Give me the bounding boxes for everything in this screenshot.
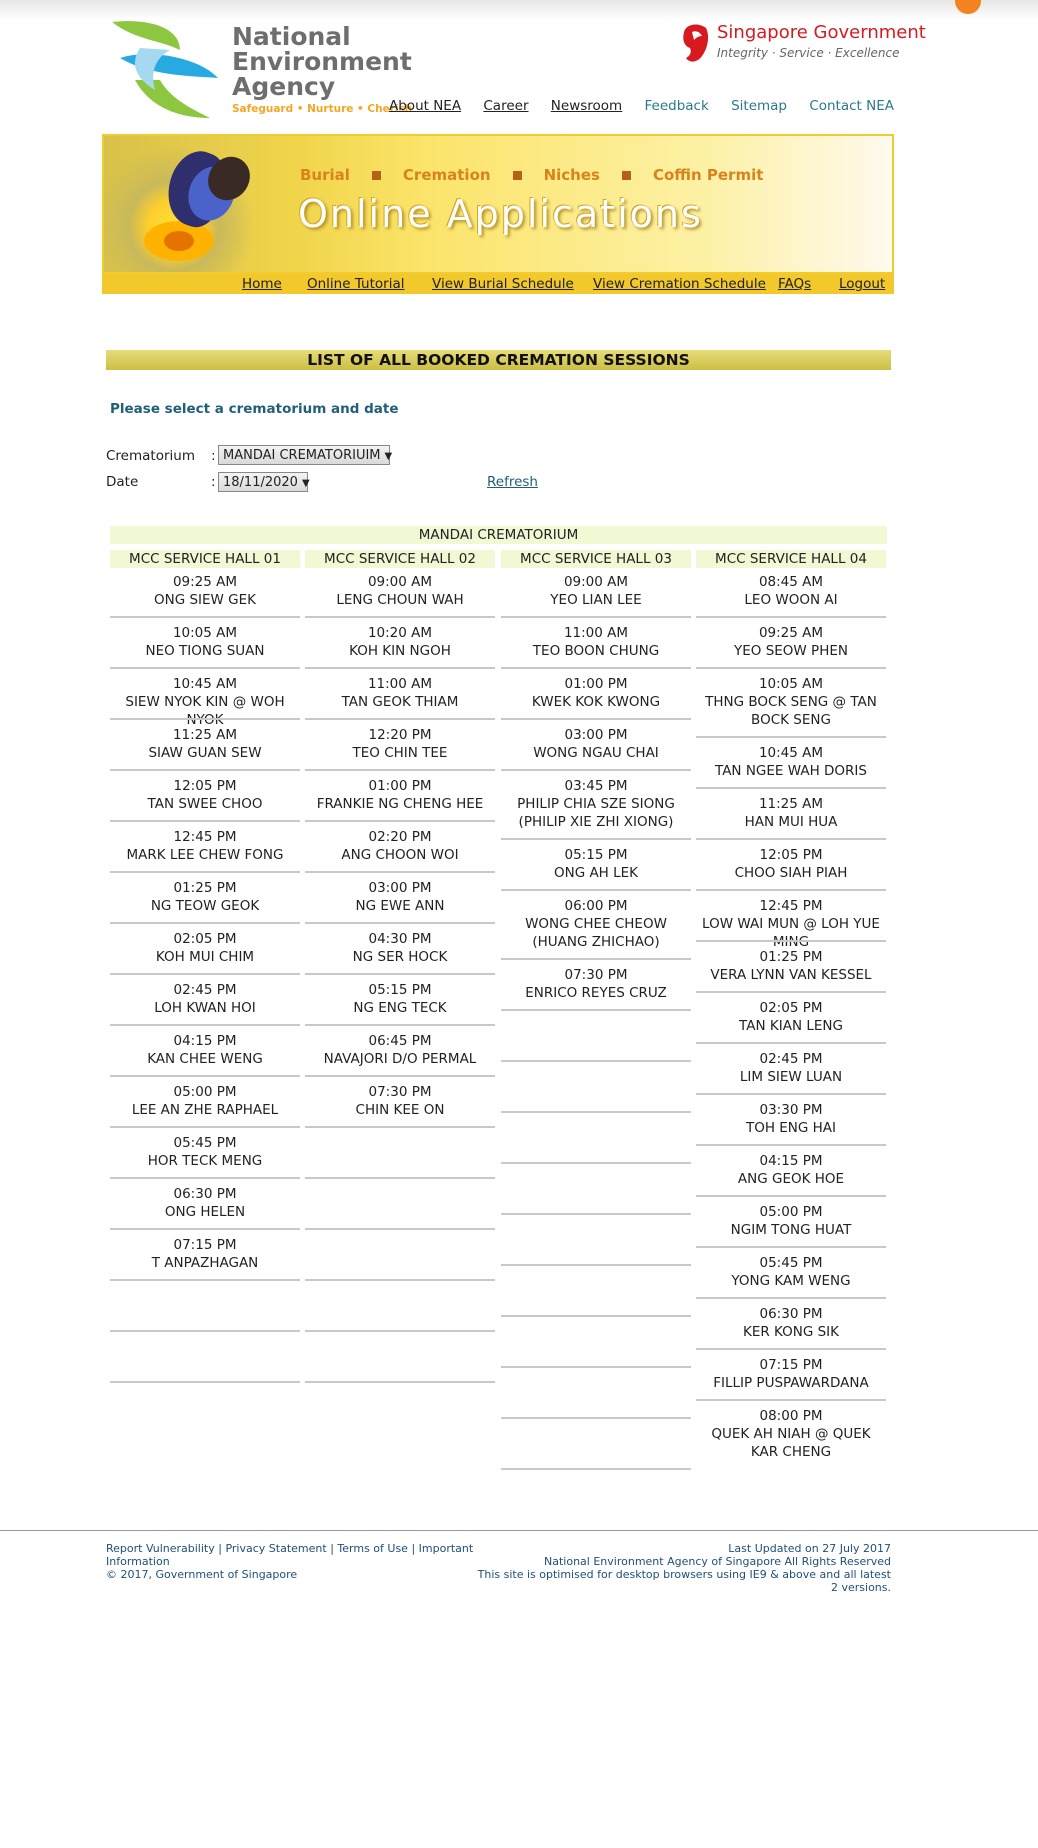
- session-deceased-name: THNG BOCK SENG @ TAN BOCK SENG: [705, 694, 877, 728]
- nav-view-cremation-schedule[interactable]: View Cremation Schedule: [593, 276, 766, 292]
- session-cell: [305, 624, 495, 675]
- hall-header: MCC SERVICE HALL 04: [696, 550, 886, 568]
- session-cell: [696, 1203, 886, 1254]
- session-cell: [110, 1287, 300, 1338]
- session-cell: [696, 624, 886, 675]
- row-divider: [696, 667, 886, 669]
- session-cell: [501, 1374, 691, 1425]
- session-cell: [305, 1083, 495, 1134]
- session-deceased-name: TAN GEOK THIAM: [341, 694, 459, 710]
- row-divider: [305, 1279, 495, 1281]
- agency-name: [232, 24, 412, 99]
- date-colon: :: [211, 474, 216, 490]
- session-time: 12:05 PM: [759, 847, 823, 863]
- row-divider: [501, 1213, 691, 1215]
- row-divider: [305, 871, 495, 873]
- session-time: 10:05 AM: [172, 625, 238, 641]
- page-title: LIST OF ALL BOOKED CREMATION SESSIONS: [106, 350, 891, 370]
- session-cell: [501, 897, 691, 966]
- session-deceased-name: LEO WOON AI: [744, 592, 838, 608]
- row-divider: [305, 1126, 495, 1128]
- banner-category-burial: Burial: [300, 166, 350, 184]
- row-divider: [696, 1246, 886, 1248]
- row-divider: [305, 922, 495, 924]
- session-cell: [305, 1236, 495, 1287]
- row-divider: [696, 1297, 886, 1299]
- session-time: 07:30 PM: [564, 967, 628, 983]
- link-newsroom[interactable]: Newsroom: [550, 98, 623, 114]
- session-deceased-name: MARK LEE CHEW FONG: [126, 847, 284, 863]
- session-deceased-name: LOH KWAN HOI: [154, 1000, 256, 1016]
- gov-title-part2: Government: [813, 22, 926, 43]
- row-divider: [110, 871, 300, 873]
- banner-category-cremation: Cremation: [402, 166, 491, 184]
- session-cell: [305, 879, 495, 930]
- session-deceased-name: ANG GEOK HOE: [737, 1171, 845, 1187]
- session-cell: [305, 573, 495, 624]
- session-time: 10:20 AM: [367, 625, 433, 641]
- top-links: [371, 98, 894, 114]
- row-divider: [696, 787, 886, 789]
- session-deceased-name: KER KONG SIK: [742, 1324, 840, 1340]
- session-cell: [501, 573, 691, 624]
- session-cell: [110, 1236, 300, 1287]
- session-cell: [696, 948, 886, 999]
- footer-last-updated: Last Updated on 27 July 2017: [728, 1542, 891, 1555]
- session-deceased-name: LENG CHOUN WAH: [336, 592, 464, 608]
- session-time: 01:00 PM: [564, 676, 628, 692]
- footer-right: [471, 1542, 891, 1594]
- session-time: 04:15 PM: [759, 1153, 823, 1169]
- session-cell: [696, 1254, 886, 1305]
- main-nav: [102, 274, 894, 294]
- footer-separator: |: [218, 1542, 222, 1555]
- session-cell: [110, 879, 300, 930]
- crematorium-selected-value: MANDAI CREMATORIUIM: [223, 448, 381, 463]
- session-time: 05:00 PM: [759, 1204, 823, 1220]
- session-time: 12:05 PM: [173, 778, 237, 794]
- row-divider: [501, 1315, 691, 1317]
- session-time: 08:00 PM: [759, 1408, 823, 1424]
- date-selected-value: 18/11/2020: [223, 475, 298, 490]
- row-divider: [110, 820, 300, 822]
- session-deceased-name: NGIM TONG HUAT: [730, 1222, 852, 1238]
- row-divider: [501, 838, 691, 840]
- session-cell: [305, 726, 495, 777]
- row-divider: [501, 769, 691, 771]
- session-deceased-name: WONG CHEE CHEOW (HUANG ZHICHAO): [525, 916, 667, 950]
- session-deceased-name: ONG AH LEK: [553, 865, 639, 881]
- session-deceased-name: ONG HELEN: [164, 1204, 246, 1220]
- session-deceased-name: ENRICO REYES CRUZ: [525, 985, 667, 1001]
- agency-name-line3: Agency: [232, 72, 336, 101]
- session-deceased-name: KAN CHEE WENG: [147, 1051, 263, 1067]
- session-cell: [501, 1068, 691, 1119]
- butterfly-icon: [104, 136, 294, 272]
- crematorium-label: Crematorium: [106, 448, 195, 464]
- footer-link-report-vulnerability[interactable]: Report Vulnerability: [106, 1542, 215, 1555]
- session-cell: [501, 624, 691, 675]
- row-divider: [305, 973, 495, 975]
- footer-rights: National Environment Agency of Singapore All Rights Reserved: [544, 1555, 891, 1568]
- online-applications-banner: [102, 134, 894, 274]
- row-divider: [501, 718, 691, 720]
- session-deceased-name: HAN MUI HUA: [744, 814, 838, 830]
- session-cell: [110, 828, 300, 879]
- agency-name-line1: National: [232, 22, 351, 51]
- agency-tagline: Safeguard • Nurture • Cherish: [232, 103, 413, 115]
- nea-logo-icon: [110, 18, 230, 123]
- link-about-nea[interactable]: About NEA: [389, 98, 462, 114]
- session-cell: [305, 1134, 495, 1185]
- session-deceased-name: FRANKIE NG CHENG HEE: [316, 796, 484, 812]
- session-time: 03:30 PM: [759, 1102, 823, 1118]
- nav-view-burial-schedule[interactable]: View Burial Schedule: [432, 276, 574, 292]
- footer-link-important-information[interactable]: Important Information: [106, 1542, 474, 1568]
- session-cell: [305, 1032, 495, 1083]
- banner-category-coffin-permit: Coffin Permit: [652, 166, 764, 184]
- session-time: 07:30 PM: [368, 1084, 432, 1100]
- banner-category-niches: Niches: [543, 166, 600, 184]
- session-time: 02:05 PM: [173, 931, 237, 947]
- nav-faqs[interactable]: FAQs: [778, 276, 812, 292]
- session-cell: [110, 1134, 300, 1185]
- session-deceased-name: FILLIP PUSPAWARDANA: [713, 1375, 869, 1391]
- row-divider: [501, 1468, 691, 1470]
- session-cell: [696, 573, 886, 624]
- session-cell: [110, 573, 300, 624]
- link-sitemap[interactable]: Sitemap: [731, 98, 788, 114]
- row-divider: [110, 769, 300, 771]
- session-time: 04:30 PM: [368, 931, 432, 947]
- crematorium-colon: :: [211, 448, 216, 464]
- session-deceased-name: YEO LIAN LEE: [550, 592, 642, 608]
- footer-separator: |: [411, 1542, 416, 1555]
- row-divider: [696, 1093, 886, 1095]
- session-cell: [110, 1185, 300, 1236]
- session-time: 09:00 AM: [367, 574, 433, 590]
- row-divider: [696, 1348, 886, 1350]
- session-cell: [305, 1338, 495, 1389]
- row-divider: [696, 1195, 886, 1197]
- refresh-link[interactable]: Refresh: [487, 474, 538, 490]
- session-cell: [696, 999, 886, 1050]
- row-divider: [305, 667, 495, 669]
- session-cell: [305, 981, 495, 1032]
- session-cell: [501, 966, 691, 1017]
- session-time: 11:25 AM: [172, 727, 238, 743]
- session-deceased-name: ANG CHOON WOI: [341, 847, 459, 863]
- row-divider: [696, 991, 886, 993]
- banner-categories: [300, 166, 763, 184]
- row-divider: [501, 889, 691, 891]
- session-time: 02:20 PM: [368, 829, 432, 845]
- nav-online-tutorial[interactable]: Online Tutorial: [307, 276, 405, 292]
- session-cell: [696, 846, 886, 897]
- session-cell: [110, 726, 300, 777]
- session-deceased-name: T ANPAZHAGAN: [151, 1255, 259, 1271]
- row-divider: [305, 1177, 495, 1179]
- session-deceased-name: NG TEOW GEOK: [150, 898, 260, 914]
- session-time: 03:45 PM: [564, 778, 628, 794]
- session-time: 06:30 PM: [759, 1306, 823, 1322]
- session-cell: [696, 795, 886, 846]
- session-time: 03:00 PM: [564, 727, 628, 743]
- session-time: 05:45 PM: [173, 1135, 237, 1151]
- row-divider: [501, 1417, 691, 1419]
- session-time: 11:25 AM: [758, 796, 824, 812]
- hall-header: MCC SERVICE HALL 02: [305, 550, 495, 568]
- session-cell: [501, 846, 691, 897]
- footer-left: [106, 1542, 486, 1581]
- row-divider: [110, 1330, 300, 1332]
- session-deceased-name: NEO TIONG SUAN: [145, 643, 265, 659]
- dropdown-arrow-icon: ▼: [301, 478, 310, 489]
- row-divider: [110, 616, 300, 618]
- row-divider: [501, 1366, 691, 1368]
- date-select[interactable]: [218, 472, 308, 492]
- session-time: 01:25 PM: [173, 880, 237, 896]
- session-cell: [110, 777, 300, 828]
- session-deceased-name: WONG NGAU CHAI: [533, 745, 659, 761]
- row-divider: [305, 769, 495, 771]
- session-cell: [501, 726, 691, 777]
- session-time: 12:20 PM: [368, 727, 432, 743]
- session-deceased-name: NAVAJORI D/O PERMAL: [323, 1051, 477, 1067]
- session-time: 08:45 AM: [758, 574, 824, 590]
- row-divider: [110, 1228, 300, 1230]
- row-divider: [110, 922, 300, 924]
- session-cell: [696, 1305, 886, 1356]
- session-deceased-name: TEO CHIN TEE: [352, 745, 448, 761]
- link-career[interactable]: Career: [483, 98, 529, 114]
- row-divider: [110, 1279, 300, 1281]
- session-deceased-name: VERA LYNN VAN KESSEL: [710, 967, 872, 983]
- footer-separator: |: [330, 1542, 334, 1555]
- session-deceased-name: TAN KIAN LENG: [739, 1018, 843, 1034]
- session-time: 10:05 AM: [758, 676, 824, 692]
- nav-logout[interactable]: Logout: [839, 276, 886, 292]
- crematorium-select[interactable]: [218, 445, 393, 465]
- session-cell: [501, 1017, 691, 1068]
- session-cell: [696, 1356, 886, 1407]
- row-divider: [110, 1024, 300, 1026]
- session-time: 07:15 PM: [173, 1237, 237, 1253]
- row-divider: [501, 616, 691, 618]
- session-deceased-name: NG ENG TECK: [353, 1000, 447, 1016]
- session-cell: [501, 675, 691, 726]
- session-cell: [110, 624, 300, 675]
- footer-optimised-note: This site is optimised for desktop browsers using IE9 & above and all latest 2 versions.: [477, 1568, 891, 1594]
- session-deceased-name: TAN NGEE WAH DORIS: [715, 763, 867, 779]
- session-cell: [110, 1338, 300, 1389]
- row-divider: [501, 1162, 691, 1164]
- session-cell: [501, 1221, 691, 1272]
- session-cell: [305, 930, 495, 981]
- row-divider: [305, 1024, 495, 1026]
- selection-prompt: Please select a crematorium and date: [110, 401, 399, 417]
- session-cell: [110, 675, 300, 726]
- session-time: 03:00 PM: [368, 880, 432, 896]
- session-cell: [110, 930, 300, 981]
- session-deceased-name: LIM SIEW LUAN: [739, 1069, 843, 1085]
- row-divider: [110, 718, 300, 720]
- row-divider: [305, 820, 495, 822]
- session-deceased-name: TAN SWEE CHOO: [147, 796, 263, 812]
- row-divider: [305, 718, 495, 720]
- session-time: 06:30 PM: [173, 1186, 237, 1202]
- session-cell: [305, 777, 495, 828]
- session-time: 04:15 PM: [173, 1033, 237, 1049]
- session-time: 02:45 PM: [759, 1051, 823, 1067]
- hall-header: MCC SERVICE HALL 01: [110, 550, 300, 568]
- footer-link-privacy-statement[interactable]: Privacy Statement: [225, 1542, 327, 1555]
- session-time: 09:00 AM: [563, 574, 629, 590]
- gov-title: [717, 22, 926, 43]
- session-deceased-name: LEE AN ZHE RAPHAEL: [131, 1102, 279, 1118]
- row-divider: [305, 1381, 495, 1383]
- session-time: 09:25 AM: [758, 625, 824, 641]
- row-divider: [696, 736, 886, 738]
- session-deceased-name: KOH MUI CHIM: [155, 949, 255, 965]
- row-divider: [110, 1381, 300, 1383]
- session-time: 01:00 PM: [368, 778, 432, 794]
- session-cell: [501, 1323, 691, 1374]
- session-cell: [501, 1272, 691, 1323]
- session-deceased-name: KOH KIN NGOH: [349, 643, 451, 659]
- session-cell: [305, 828, 495, 879]
- row-divider: [110, 667, 300, 669]
- row-divider: [110, 1126, 300, 1128]
- nea-logo[interactable]: [110, 18, 413, 123]
- session-deceased-name: NG EWE ANN: [355, 898, 445, 914]
- row-divider: [501, 667, 691, 669]
- session-deceased-name: TOH ENG HAI: [745, 1120, 837, 1136]
- session-time: 06:00 PM: [564, 898, 628, 914]
- session-time: 11:00 AM: [367, 676, 433, 692]
- session-cell: [305, 1287, 495, 1338]
- row-divider: [305, 616, 495, 618]
- session-time: 02:45 PM: [173, 982, 237, 998]
- link-feedback[interactable]: Feedback: [644, 98, 709, 114]
- hall-header: MCC SERVICE HALL 03: [501, 550, 691, 568]
- row-divider: [501, 1060, 691, 1062]
- session-cell: [110, 1083, 300, 1134]
- nav-home[interactable]: Home: [242, 276, 282, 292]
- row-divider: [110, 973, 300, 975]
- row-divider: [305, 1228, 495, 1230]
- session-cell: [501, 1119, 691, 1170]
- session-deceased-name: YONG KAM WENG: [731, 1273, 851, 1289]
- session-cell: [501, 1170, 691, 1221]
- row-divider: [501, 1111, 691, 1113]
- session-cell: [696, 744, 886, 795]
- session-time: 05:15 PM: [564, 847, 628, 863]
- session-time: 07:15 PM: [759, 1357, 823, 1373]
- row-divider: [305, 1075, 495, 1077]
- session-time: 06:45 PM: [368, 1033, 432, 1049]
- session-deceased-name: KWEK KOK KWONG: [531, 694, 661, 710]
- row-divider: [305, 1330, 495, 1332]
- session-deceased-name: PHILIP CHIA SZE SIONG (PHILIP XIE ZHI XIONG): [517, 796, 675, 830]
- footer-link-terms-of-use[interactable]: Terms of Use: [337, 1542, 408, 1555]
- row-divider: [696, 838, 886, 840]
- row-divider: [696, 1042, 886, 1044]
- session-cell: [696, 1101, 886, 1152]
- session-deceased-name: CHOO SIAH PIAH: [734, 865, 848, 881]
- session-deceased-name: NG SER HOCK: [352, 949, 448, 965]
- session-time: 10:45 AM: [172, 676, 238, 692]
- session-deceased-name: HOR TECK MENG: [147, 1153, 263, 1169]
- session-cell: [696, 1050, 886, 1101]
- session-time: 05:15 PM: [368, 982, 432, 998]
- row-divider: [696, 616, 886, 618]
- session-cell: [696, 1152, 886, 1203]
- session-cell: [110, 981, 300, 1032]
- session-time: 02:05 PM: [759, 1000, 823, 1016]
- session-time: 05:00 PM: [173, 1084, 237, 1100]
- session-time: 11:00 AM: [563, 625, 629, 641]
- session-time: 09:25 AM: [172, 574, 238, 590]
- footer-divider: [0, 1530, 1038, 1531]
- agency-name-line2: Environment: [232, 47, 412, 76]
- banner-title: Online Applications: [298, 192, 703, 236]
- session-deceased-name: TEO BOON CHUNG: [532, 643, 660, 659]
- session-cell: [305, 675, 495, 726]
- session-deceased-name: LOW WAI MUN @ LOH YUE MING: [702, 916, 880, 950]
- session-deceased-name: QUEK AH NIAH @ QUEK KAR CHENG: [711, 1426, 871, 1460]
- session-cell: [501, 777, 691, 846]
- session-deceased-name: SIAW GUAN SEW: [148, 745, 262, 761]
- session-cell: [696, 675, 886, 744]
- session-time: 01:25 PM: [759, 949, 823, 965]
- session-cell: [110, 1032, 300, 1083]
- row-divider: [501, 1264, 691, 1266]
- session-time: 12:45 PM: [759, 898, 823, 914]
- row-divider: [501, 1009, 691, 1011]
- session-time: 10:45 AM: [758, 745, 824, 761]
- gov-title-part1: Singapore: [717, 22, 808, 43]
- singapore-government-logo[interactable]: [680, 22, 926, 67]
- browser-top-fade: [0, 0, 1038, 20]
- session-cell: [696, 897, 886, 948]
- dropdown-arrow-icon: ▼: [384, 451, 393, 462]
- session-deceased-name: YEO SEOW PHEN: [734, 643, 848, 659]
- row-divider: [696, 1399, 886, 1401]
- gov-motto: Integrity · Service · Excellence: [717, 46, 900, 60]
- session-cell: [696, 1407, 886, 1476]
- date-label: Date: [106, 474, 139, 490]
- session-time: 12:45 PM: [173, 829, 237, 845]
- session-deceased-name: SIEW NYOK KIN @ WOH NYOK: [125, 694, 285, 728]
- session-time: 05:45 PM: [759, 1255, 823, 1271]
- row-divider: [696, 940, 886, 942]
- footer-copyright: © 2017, Government of Singapore: [106, 1568, 298, 1581]
- row-divider: [110, 1075, 300, 1077]
- session-cell: [305, 1185, 495, 1236]
- row-divider: [696, 1144, 886, 1146]
- row-divider: [696, 889, 886, 891]
- session-deceased-name: ONG SIEW GEK: [153, 592, 257, 608]
- row-divider: [501, 958, 691, 960]
- singapore-lion-icon: [680, 22, 710, 64]
- link-contact-nea[interactable]: Contact NEA: [809, 98, 894, 114]
- session-deceased-name: CHIN KEE ON: [355, 1102, 445, 1118]
- row-divider: [110, 1177, 300, 1179]
- crematorium-header: MANDAI CREMATORIUM: [110, 526, 887, 544]
- session-cell: [501, 1425, 691, 1476]
